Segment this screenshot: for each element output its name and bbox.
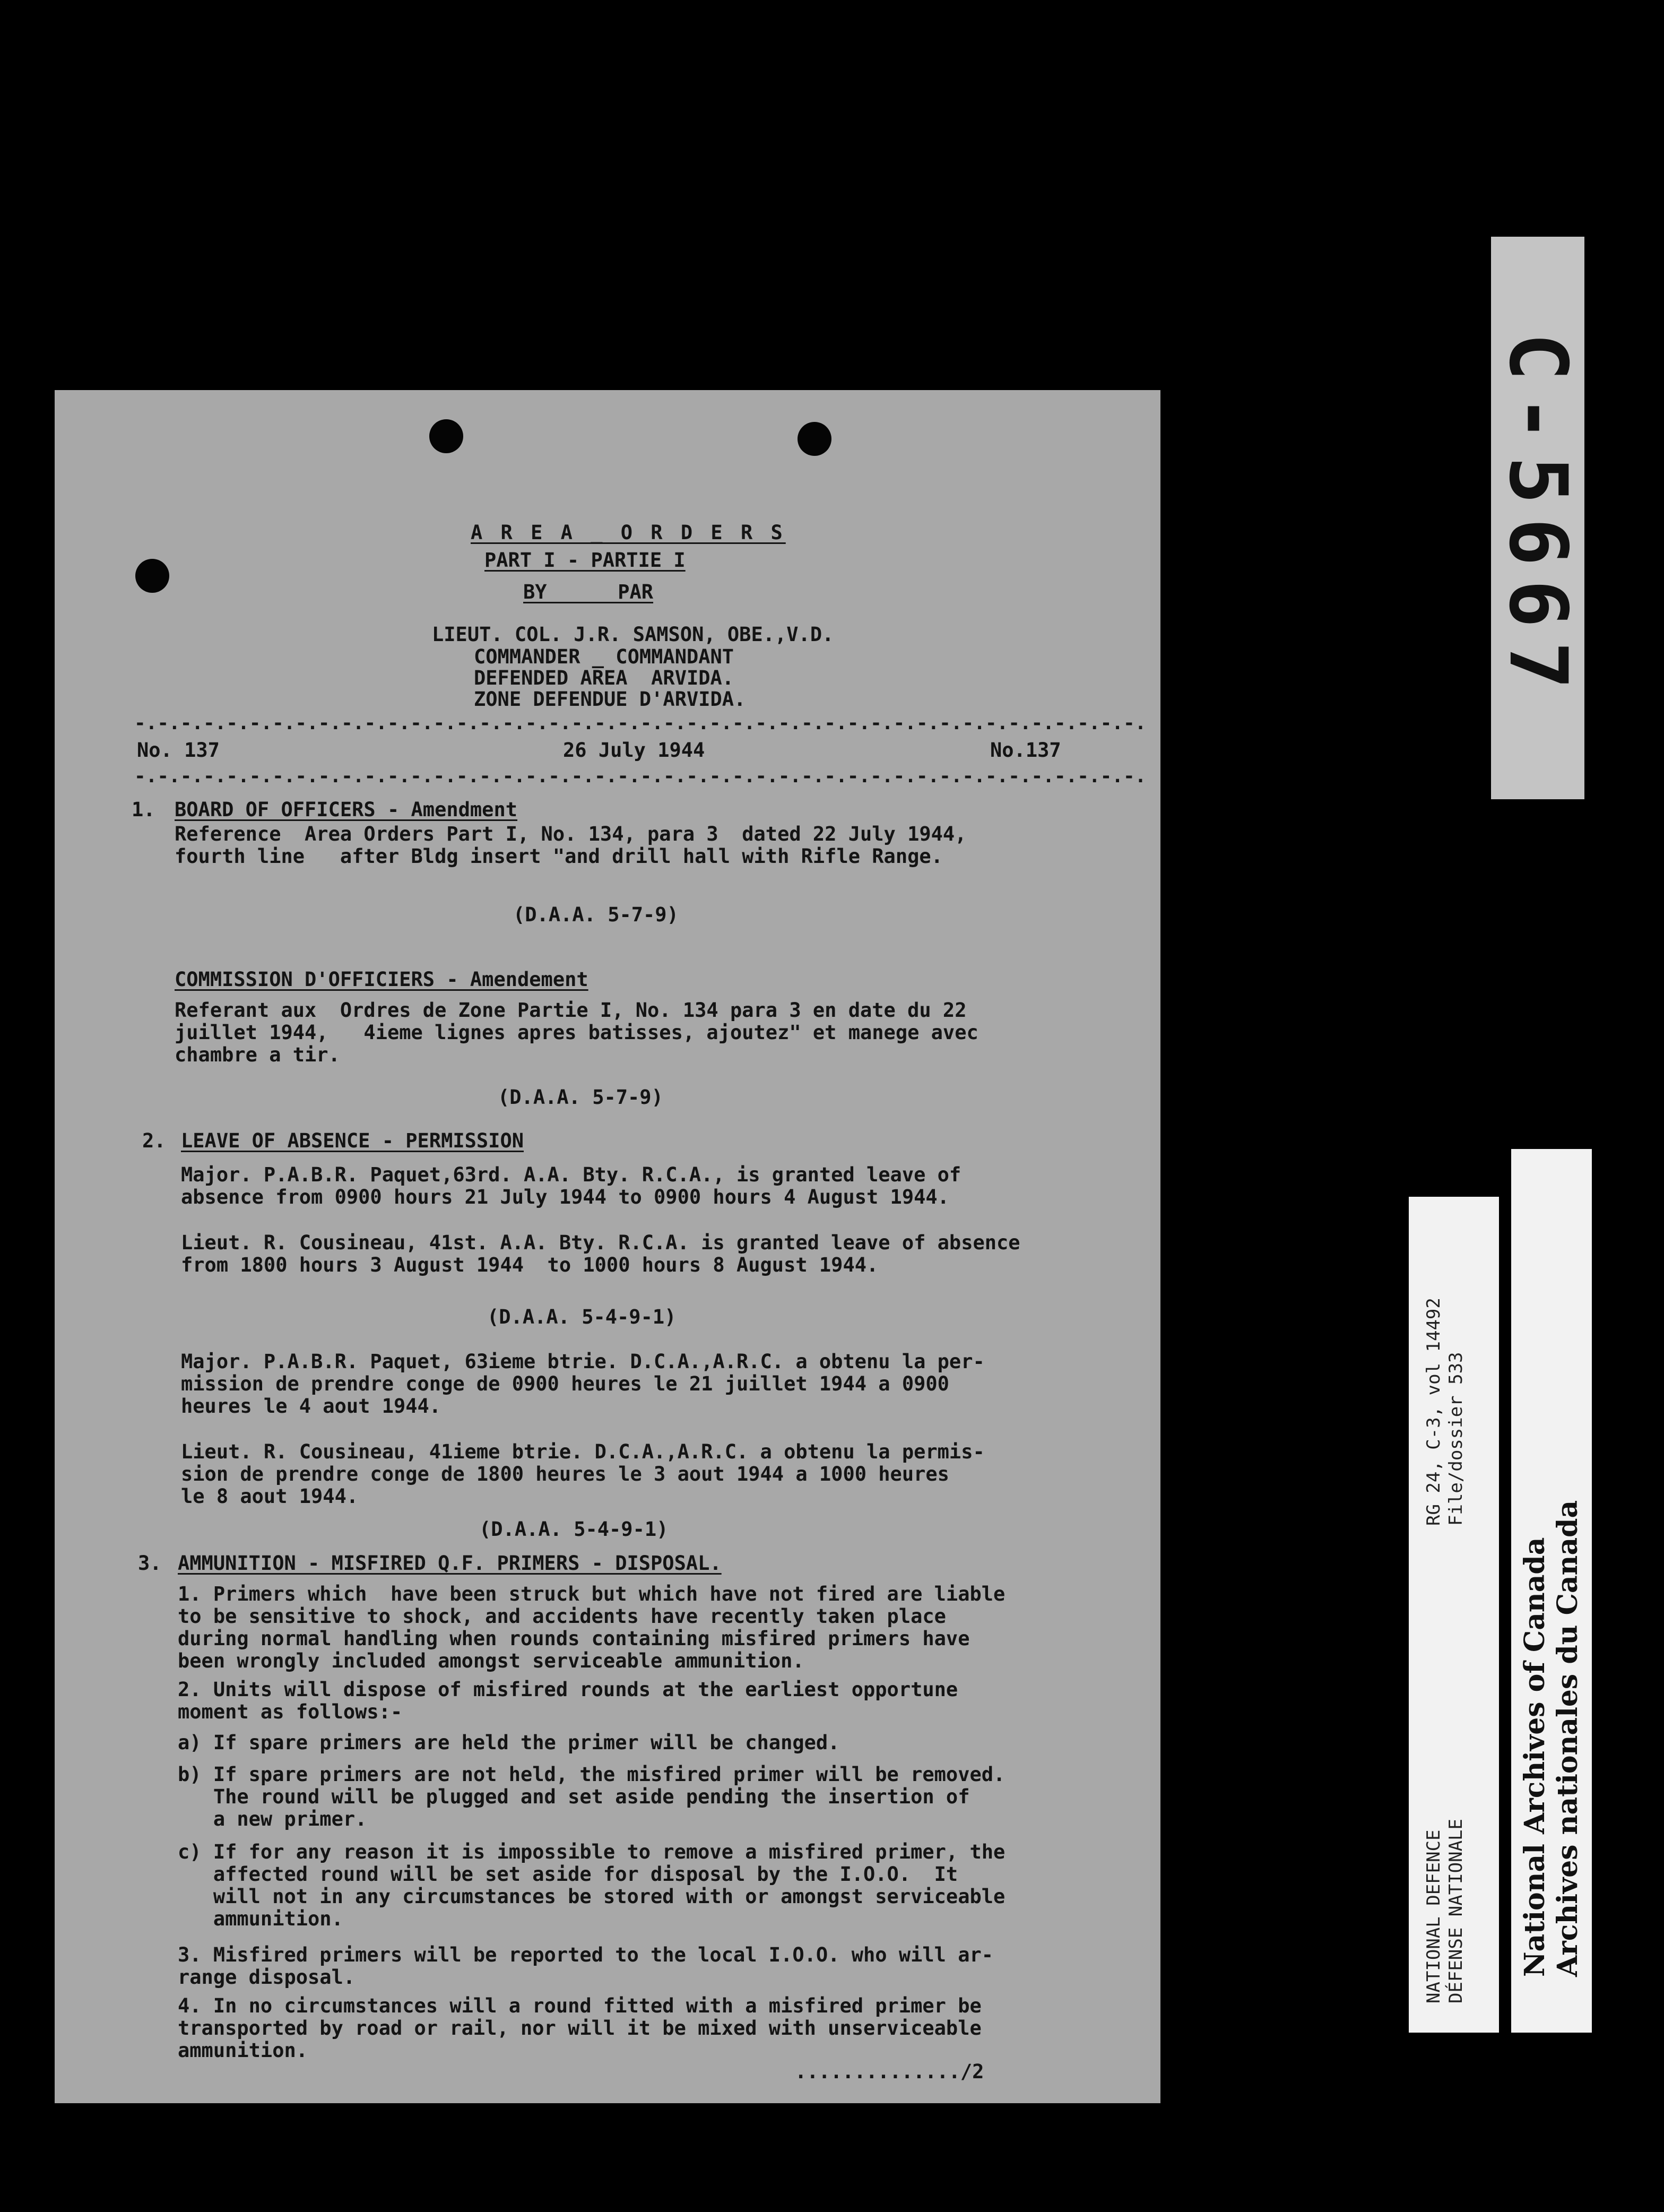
text-line: from 1800 hours 3 August 1944 to 1000 hours 8 August 1944. bbox=[181, 1254, 879, 1276]
issuer-area-en: DEFENDED AREA ARVIDA. bbox=[474, 667, 734, 689]
section-number: 2. bbox=[142, 1129, 166, 1152]
text-line: been wrongly included amongst serviceable ammunition. bbox=[178, 1649, 804, 1672]
text-line: chambre a tir. bbox=[175, 1043, 340, 1066]
punch-hole bbox=[798, 422, 831, 456]
section-heading: BOARD OF OFFICERS - Amendment bbox=[175, 798, 518, 821]
frame-number-strip bbox=[1491, 237, 1584, 799]
text-line: juillet 1944, 4ieme lignes apres batisses, ajoutez" et manege avec bbox=[175, 1021, 978, 1044]
issuer-area-fr: ZONE DEFENDUE D'ARVIDA. bbox=[474, 688, 746, 711]
archives-text-holder bbox=[1519, 1446, 1592, 1977]
file-reference: (D.A.A. 5-4-9-1) bbox=[487, 1306, 677, 1328]
document-title: A R E A _ O R D E R S bbox=[471, 521, 786, 544]
text-line: le 8 aout 1944. bbox=[181, 1485, 359, 1508]
text-line: The round will be plugged and set aside pending the insertion of bbox=[178, 1785, 970, 1808]
section-number: 3. bbox=[138, 1552, 162, 1575]
reference-line: RG 24, C-3, vol 14492 bbox=[1423, 1298, 1444, 1526]
text-line: 4. In no circumstances will a round fitted with a misfired primer be bbox=[178, 1994, 982, 2017]
text-line: heures le 4 aout 1944. bbox=[181, 1395, 441, 1418]
text-line: transported by road or rail, nor will it be mixed with unserviceable bbox=[178, 2017, 982, 2040]
section-heading: LEAVE OF ABSENCE - PERMISSION bbox=[181, 1129, 524, 1152]
file-reference: (D.A.A. 5-7-9) bbox=[498, 1086, 663, 1109]
issuer-name: LIEUT. COL. J.R. SAMSON, OBE.,V.D. bbox=[432, 623, 834, 646]
text-line: mission de prendre conge de 0900 heures le 21 juillet 1944 a 0900 bbox=[181, 1372, 949, 1395]
section-heading-fr: COMMISSION D'OFFICIERS - Amendement bbox=[175, 968, 588, 991]
issuer-title: COMMANDER _ COMMANDANT bbox=[474, 645, 734, 668]
archives-name-fr: Archives nationales du Canada bbox=[1552, 1500, 1584, 1977]
text-line: Referant aux Ordres de Zone Partie I, No. 134 para 3 en date du 22 bbox=[175, 999, 967, 1022]
file-reference: (D.A.A. 5-7-9) bbox=[513, 903, 679, 926]
text-line: affected round will be set aside for disposal by the I.O.O. It bbox=[178, 1863, 958, 1886]
text-line: a) If spare primers are held the primer will be changed. bbox=[178, 1731, 840, 1754]
by-par: BY PAR bbox=[523, 581, 654, 603]
department-text-holder bbox=[1424, 1706, 1466, 2003]
text-line: ammunition. bbox=[178, 2039, 308, 2062]
archive-reference-label bbox=[1409, 1197, 1499, 2033]
order-number-left: No. 137 bbox=[137, 739, 220, 762]
department-line: NATIONAL DEFENCE bbox=[1423, 1829, 1444, 2003]
archives-name-en: National Archives of Canada bbox=[1519, 1537, 1551, 1977]
continuation-marker: ............../2 bbox=[795, 2060, 984, 2083]
text-line: Major. P.A.B.R. Paquet, 63ieme btrie. D.C.A.,A.R.C. a obtenu la per- bbox=[181, 1350, 985, 1373]
frame-number: C-5667 bbox=[1492, 333, 1584, 703]
order-number-right: No.137 bbox=[990, 739, 1061, 762]
text-line: will not in any circumstances be stored with or amongst serviceable bbox=[178, 1885, 1006, 1908]
text-line: Major. P.A.B.R. Paquet,63rd. A.A. Bty. R.C.A., is granted leave of bbox=[181, 1163, 961, 1186]
text-line: a new primer. bbox=[178, 1808, 367, 1830]
text-line: sion de prendre conge de 1800 heures le 3 aout 1944 a 1000 heures bbox=[181, 1463, 949, 1485]
reference-line: File/dossier 533 bbox=[1445, 1352, 1467, 1526]
text-line: during normal handling when rounds containing misfired primers have bbox=[178, 1627, 970, 1650]
reference-text-holder bbox=[1424, 1229, 1466, 1526]
text-line: 2. Units will dispose of misfired rounds at the earliest opportune bbox=[178, 1678, 958, 1701]
text-line: b) If spare primers are not held, the misfired primer will be removed. bbox=[178, 1763, 1006, 1786]
text-line: absence from 0900 hours 21 July 1944 to 0900 hours 4 August 1944. bbox=[181, 1186, 949, 1208]
national-archives-label bbox=[1511, 1149, 1592, 2033]
text-line: ammunition. bbox=[178, 1907, 343, 1930]
text-line: c) If for any reason it is impossible to remove a misfired primer, the bbox=[178, 1841, 1006, 1863]
text-line: fourth line after Bldg insert "and drill hall with Rifle Range. bbox=[175, 845, 943, 868]
separator-line: -.-.-.-.-.-.-.-.-.-.-.-.-.-.-.-.-.-.-.-.-.-.-.-.-.-.-.-.-.-.-.-.-.-.-.-.-.-.-.-.-.-.-.-. bbox=[134, 714, 1147, 733]
text-line: 1. Primers which have been struck but which have not fired are liable bbox=[178, 1583, 1006, 1605]
order-date: 26 July 1944 bbox=[563, 739, 705, 762]
department-line: DÉFENSE NATIONALE bbox=[1445, 1819, 1467, 2003]
text-line: 3. Misfired primers will be reported to the local I.O.O. who will ar- bbox=[178, 1943, 994, 1966]
separator-line: -.-.-.-.-.-.-.-.-.-.-.-.-.-.-.-.-.-.-.-.-.-.-.-.-.-.-.-.-.-.-.-.-.-.-.-.-.-.-.-.-.-.-.-. bbox=[134, 767, 1147, 786]
text-line: Reference Area Orders Part I, No. 134, para 3 dated 22 July 1944, bbox=[175, 823, 967, 845]
document-page bbox=[55, 390, 1160, 2103]
text-line: to be sensitive to shock, and accidents have recently taken place bbox=[178, 1605, 946, 1628]
section-heading: AMMUNITION - MISFIRED Q.F. PRIMERS - DISPOSAL. bbox=[178, 1552, 722, 1575]
punch-hole bbox=[135, 559, 169, 593]
text-line: range disposal. bbox=[178, 1966, 356, 1989]
text-line: Lieut. R. Cousineau, 41st. A.A. Bty. R.C.A. is granted leave of absence bbox=[181, 1231, 1020, 1254]
text-line: Lieut. R. Cousineau, 41ieme btrie. D.C.A.,A.R.C. a obtenu la permis- bbox=[181, 1440, 985, 1463]
file-reference: (D.A.A. 5-4-9-1) bbox=[479, 1518, 669, 1541]
punch-hole bbox=[429, 419, 463, 453]
section-number: 1. bbox=[132, 798, 155, 821]
text-line: moment as follows:- bbox=[178, 1700, 403, 1723]
document-part: PART I - PARTIE I bbox=[484, 549, 686, 572]
